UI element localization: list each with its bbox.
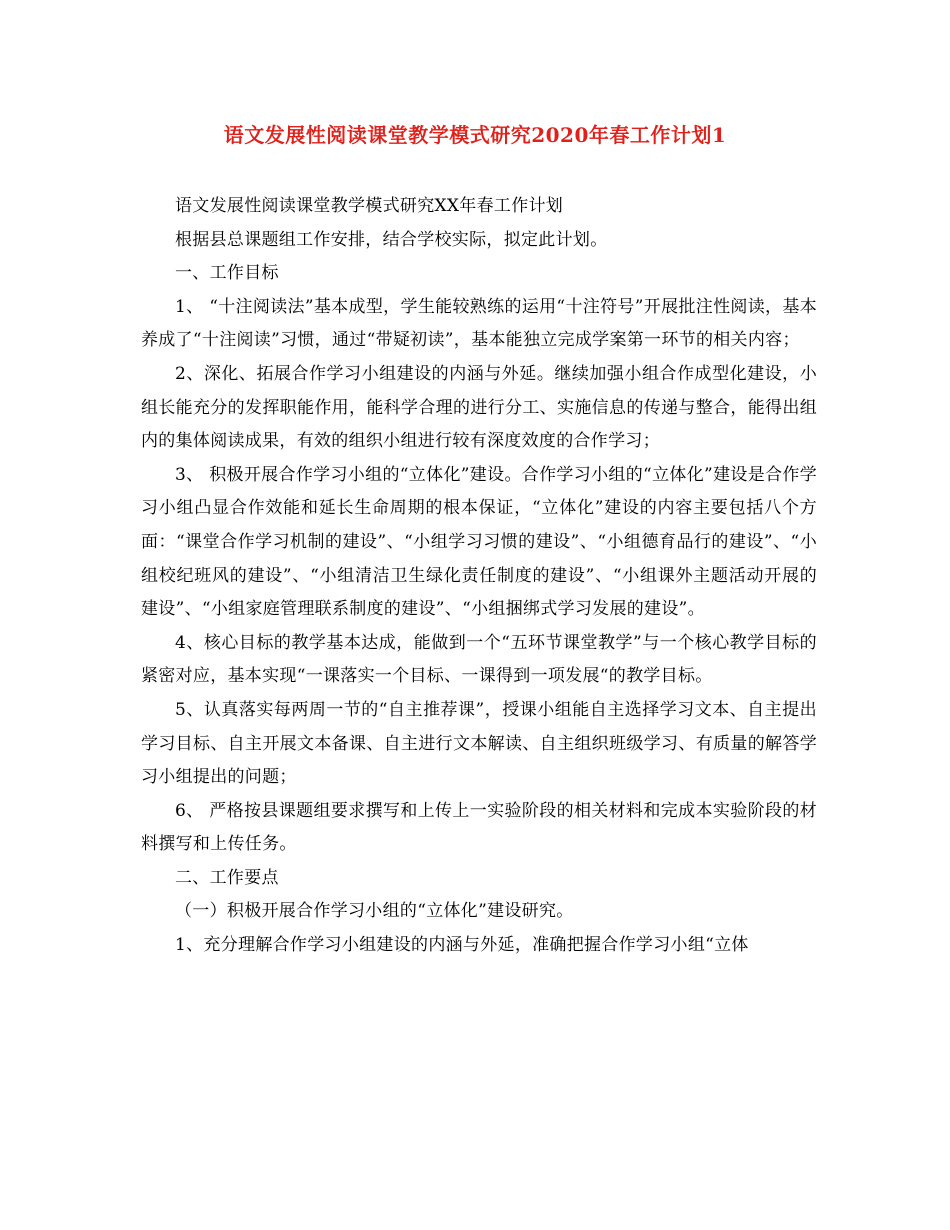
section-heading-goals: 一、工作目标 (175, 263, 279, 284)
subsection-heading-1: （一）积极开展合作学习小组的“立体化”建设研究。 (175, 901, 574, 922)
paragraph-goal-5: 5、认真落实每两周一节的“自主推荐课”，授课小组能自主选择学习文本、自主提出学习目标、自主开展文本备课、自主进行文本解读、自主组织班级学习、有质量的解答学习小组提出的问题； (141, 699, 817, 788)
paragraph-goal-1: 1、 “十注阅读法”基本成型，学生能较熟练的运用“十注符号”开展批注性阅读，基本养成了“十注阅读”习惯，通过“带疑初读”，基本能独立完成学案第一环节的相关内容； (141, 296, 817, 351)
paragraph-goal-4: 4、核心目标的教学基本达成，能做到一个“五环节课堂教学”与一个核心教学目标的紧密对应，基本实现“一课落实一个目标、一课得到一项发展“的教学目标。 (141, 632, 817, 687)
paragraph-subtitle: 语文发展性阅读课堂教学模式研究XX年春工作计划 (175, 196, 564, 216)
document-title: 语文发展性阅读课堂教学模式研究2020年春工作计划1 (223, 123, 727, 147)
paragraph-goal-6: 6、 严格按县课题组要求撰写和上传上一实验阶段的相关材料和完成本实验阶段的材料撰写和上传任务。 (141, 800, 817, 855)
paragraph-point-1: 1、充分理解合作学习小组建设的内涵与外延，准确把握合作学习小组“立体 (175, 935, 749, 956)
paragraph-intro: 根据县总课题组工作安排，结合学校实际，拟定此计划。 (175, 229, 608, 250)
paragraph-goal-2: 2、深化、拓展合作学习小组建设的内涵与外延。继续加强小组合作成型化建设，小组长能充分的发挥职能作用，能科学合理的进行分工、实施信息的传递与整合，能得出组内的集体阅读成果，有效的组织小组进行较有深度效度的合作学习； (141, 363, 817, 452)
section-heading-key-points: 二、工作要点 (175, 867, 279, 888)
document-body (141, 190, 817, 963)
paragraph-goal-3: 3、 积极开展合作学习小组的“立体化”建设。合作学习小组的“立体化”建设是合作学习小组凸显合作效能和延长生命周期的根本保证，“立体化”建设的内容主要包括八个方面：“课堂合作学习机制的建设”、“小组学习习惯的建设”、“小组德育品行的建设”、“小组校纪班风的建设”、“小组清洁卫生绿化责任制度的建设”、“小组课外主题活动开展的建设”、“小组家庭管理联系制度的建设”、“小组捆绑式学习发展的建设”。 (141, 464, 817, 620)
